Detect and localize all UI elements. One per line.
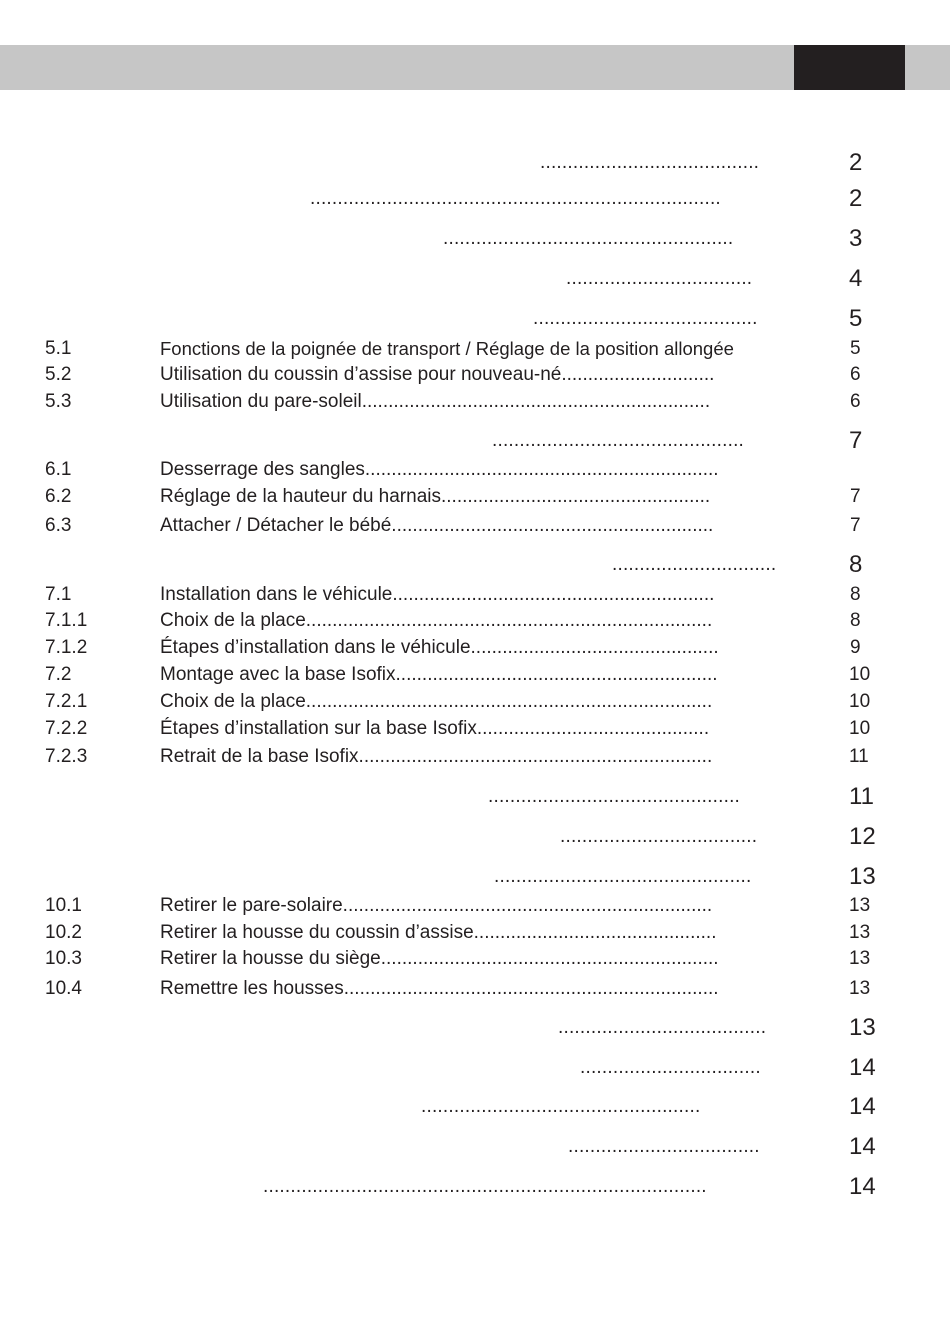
dot-leader: ...................................... [558,1017,767,1038]
page-number: 4 [849,265,863,292]
page-number: 10 [849,664,871,685]
page-number: 7 [850,515,861,536]
section-title: Retrait de la base Isofix................................................................... [160,746,713,767]
page-number: 7 [850,486,861,507]
section-title: Choix de la place............................................................................. [160,610,713,631]
page-number: 14 [849,1173,876,1200]
section-title: Étapes d’installation dans le véhicule............................................... [160,637,719,658]
dot-leader: ................................... [568,1136,760,1157]
page-number: 9 [850,637,861,658]
dot-leader: ......................................... [533,308,758,329]
page-number: 13 [849,863,876,890]
section-number: 6.3 [45,515,72,536]
page-number: 13 [849,922,871,943]
section-number: 6.1 [45,459,72,480]
section-title: Installation dans le véhicule............................................................. [160,584,715,605]
page-number: 14 [849,1054,876,1081]
dot-leader: ..................................................... [443,228,734,249]
section-number: 5.3 [45,391,72,412]
section-title: Utilisation du pare-soleil.................................................................. [160,391,711,412]
section-number: 7.2.3 [45,746,88,767]
section-number: 5.2 [45,364,72,385]
page-number: 3 [849,225,863,252]
section-title: Réglage de la hauteur du harnais................................................... [160,486,711,507]
page-number: 5 [850,338,861,359]
dot-leader: .............................................. [488,786,741,807]
dot-leader: .............................. [612,554,777,575]
page-number: 5 [849,305,863,332]
section-title: Étapes d’installation sur la base Isofix............................................ [160,718,710,739]
page-number: 2 [849,149,863,176]
section-number: 10.3 [45,948,82,969]
page-number: 14 [849,1133,876,1160]
page-number: 8 [850,584,861,605]
dot-leader: ................................................................................. [263,1176,707,1197]
section-number: 7.2.2 [45,718,88,739]
dot-leader: ........................................................................... [310,188,721,209]
section-number: 7.1.2 [45,637,88,658]
page-number: 10 [849,691,871,712]
section-title: Choix de la place............................................................................. [160,691,713,712]
dot-leader: ................................................... [421,1096,701,1117]
dot-leader: ............................................... [494,866,752,887]
page-number: 6 [850,391,861,412]
dot-leader: .............................................. [492,430,745,451]
section-title: Utilisation du coussin d’assise pour nouveau-né............................. [160,364,715,385]
page-number: 7 [849,427,863,454]
section-number: 7.2.1 [45,691,88,712]
section-title: Remettre les housses....................................................................... [160,978,719,999]
section-number: 10.2 [45,922,82,943]
section-number: 7.1.1 [45,610,88,631]
page-number: 13 [849,895,871,916]
dot-leader: ........................................ [540,152,760,173]
page-number: 8 [849,551,863,578]
page-number: 14 [849,1093,876,1120]
section-title: Retirer le pare-solaire...................................................................... [160,895,713,916]
page-number: 13 [849,948,871,969]
section-number: 7.1 [45,584,72,605]
page-number: 13 [849,978,871,999]
section-title: Fonctions de la poignée de transport / Réglage de la position allongée [160,338,734,359]
section-title: Attacher / Détacher le bébé............................................................. [160,515,714,536]
section-title: Retirer la housse du coussin d’assise.............................................. [160,922,717,943]
dot-leader: ................................. [580,1057,761,1078]
section-number: 6.2 [45,486,72,507]
section-number: 5.1 [45,338,72,359]
page-number: 12 [849,823,876,850]
page-number: 13 [849,1014,876,1041]
page-number: 6 [850,364,861,385]
dot-leader: .................................... [560,826,758,847]
page-number: 8 [850,610,861,631]
page-number: 2 [849,185,863,212]
dot-leader: .................................. [566,268,753,289]
section-number: 10.4 [45,978,82,999]
section-number: 7.2 [45,664,72,685]
page-number: 11 [849,746,869,767]
page-number: 11 [849,783,874,810]
section-title: Retirer la housse du siège................................................................ [160,948,719,969]
page-number: 10 [849,718,871,739]
section-number: 10.1 [45,895,82,916]
section-title: Montage avec la base Isofix............................................................. [160,664,718,685]
section-title: Desserrage des sangles................................................................... [160,459,719,480]
